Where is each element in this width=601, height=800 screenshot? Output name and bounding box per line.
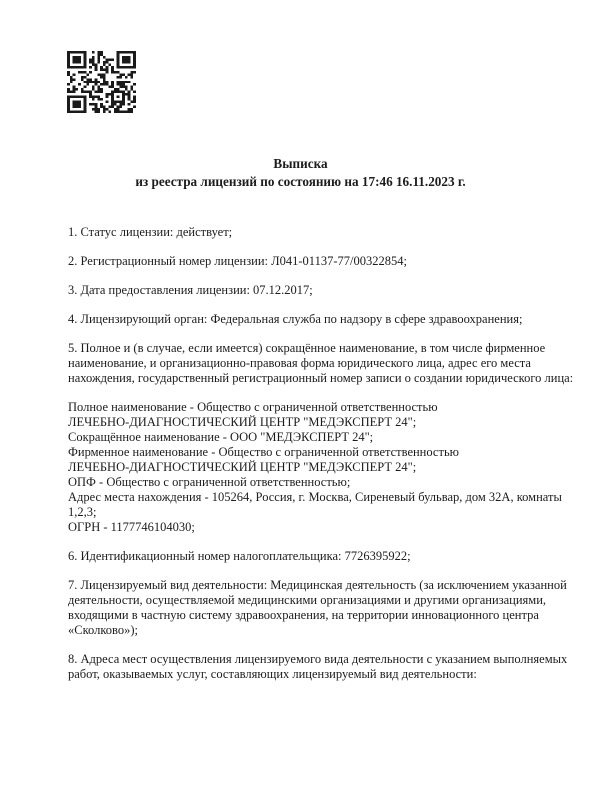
document-title: [0, 155, 601, 190]
title-line-1: Выписка: [273, 156, 328, 171]
paragraph: [68, 254, 561, 269]
text-line: Сокращённое наименование - ООО "МЕДЭКСПЕРТ 24";: [68, 430, 374, 444]
text-line: 6. Идентификационный номер налогоплательщика: 7726395922;: [68, 549, 411, 563]
text-line: Полное наименование - Общество с ограниченной ответственностью: [68, 400, 438, 414]
text-line: 2. Регистрационный номер лицензии: Л041-01137-77/00322854;: [68, 254, 407, 268]
text-line: наименование, и организационно-правовая форма юридического лица, адрес его места: [68, 356, 531, 370]
paragraph: [68, 578, 567, 638]
text-line: 1,2,3;: [68, 505, 97, 519]
text-line: 5. Полное и (в случае, если имеется) сокращённое наименование, в том числе фирменное: [68, 341, 546, 355]
paragraph: [68, 283, 561, 298]
paragraph: [68, 652, 568, 682]
text-line: 7. Лицензируемый вид деятельности: Медицинская деятельность (за исключением указанной: [68, 578, 567, 592]
text-line: работ, оказываемых услуг, составляющих лицензируемый вид деятельности:: [68, 667, 477, 681]
paragraph: [68, 312, 561, 327]
qr-code-icon: [67, 51, 136, 113]
text-line: 8. Адреса мест осуществления лицензируемого вида деятельности с указанием выполняемых: [68, 652, 568, 666]
text-line: «Сколково»);: [68, 623, 138, 637]
text-line: ЛЕЧЕБНО-ДИАГНОСТИЧЕСКИЙ ЦЕНТР "МЕДЭКСПЕРТ 24";: [68, 460, 417, 474]
text-line: нахождения, государственный регистрационный номер записи о создании юридического лица:: [68, 371, 574, 385]
text-line: деятельности, осуществляемой медицинскими организациями и другими организациями,: [68, 593, 547, 607]
title-line-2: из реестра лицензий по состоянию на 17:46 16.11.2023 г.: [135, 173, 466, 189]
document-body: [68, 225, 574, 696]
text-line: Адрес места нахождения - 105264, Россия, г. Москва, Сиреневый бульвар, дом 32А, комнаты: [68, 490, 562, 504]
text-line: ОГРН - 1177746104030;: [68, 520, 195, 534]
text-line: 1. Статус лицензии: действует;: [68, 225, 233, 239]
text-line: Фирменное наименование - Общество с ограниченной ответственностью: [68, 445, 459, 459]
paragraph: [68, 225, 561, 240]
text-line: ЛЕЧЕБНО-ДИАГНОСТИЧЕСКИЙ ЦЕНТР "МЕДЭКСПЕРТ 24";: [68, 415, 417, 429]
text-line: входящими в частную систему здравоохранения, на территории инновационного центра: [68, 608, 539, 622]
text-line: ОПФ - Общество с ограниченной ответственностью;: [68, 475, 351, 489]
paragraph: [68, 400, 561, 535]
text-line: 4. Лицензирующий орган: Федеральная служба по надзору в сфере здравоохранения;: [68, 312, 523, 326]
paragraph: [68, 549, 561, 564]
paragraph: [68, 341, 574, 386]
text-line: 3. Дата предоставления лицензии: 07.12.2017;: [68, 283, 313, 297]
